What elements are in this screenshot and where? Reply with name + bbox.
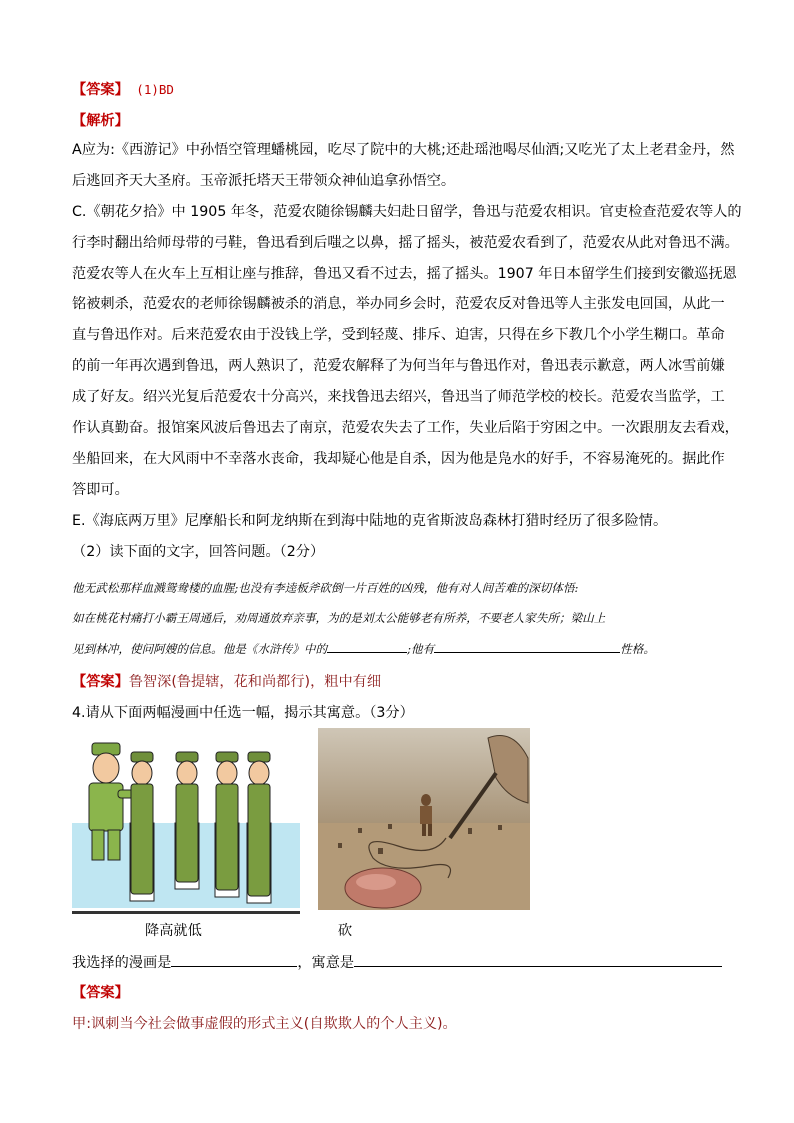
analysis-line: 答即可。 [72, 482, 129, 498]
passage-line-1: 他无武松那样血溅鸳鸯楼的血腥;也没有李逵板斧砍倒一片百姓的凶残，他有对人间苦难的深切体悟: [72, 581, 579, 595]
choose-label: 我选择的漫画是 [72, 955, 172, 971]
cartoon-right-image [318, 728, 530, 910]
analysis-line: A应为:《西游记》中孙悟空管理蟠桃园，吃尽了院中的大桃;还赴瑶池喝尽仙酒;又吃光了太上老君金丹，然 [72, 142, 735, 158]
answer-2-text: 鲁智深(鲁提辖，花和尚都行)，粗中有细 [128, 674, 382, 690]
blank-cartoon-choice[interactable] [171, 952, 297, 967]
answer-tag: 【答案】 [72, 674, 129, 690]
analysis-line: 行李时翻出给师母带的弓鞋，鲁迅看到后嗤之以鼻，摇了摇头，被范爱农看到了，范爱农从此对鲁迅不满。 [72, 235, 739, 251]
analysis-line: 作认真勤奋。报馆案风波后鲁迅去了南京，范爱农失去了工作，失业后陷于穷困之中。一次跟朋友去看戏， [72, 420, 739, 436]
blank-name[interactable] [327, 638, 407, 653]
analysis-line: 坐船回来，在大风雨中不幸落水丧命，我却疑心他是自杀，因为他是凫水的好手，不容易淹死的。据此作 [72, 451, 725, 467]
analysis-line: 后逃回齐天大圣府。玉帝派托塔天王带领众神仙追拿孙悟空。 [72, 173, 456, 189]
blank-meaning[interactable] [354, 952, 722, 967]
caption-right: 砍 [338, 923, 353, 939]
question-2: （2）读下面的文字，回答问题。（2分） [72, 544, 325, 560]
answer-1-text: (1)BD [128, 82, 174, 97]
passage-line-3 [72, 638, 655, 659]
analysis-line: 铭被刺杀，范爱农的老师徐锡麟被杀的消息，举办同乡会时，范爱农反对鲁迅等人主张发电回国，从此一 [72, 296, 725, 312]
passage-line-3-b: ;他有 [407, 642, 435, 656]
blank-trait[interactable] [434, 638, 620, 653]
answer-3-text: 甲:讽刺当今社会做事虚假的形式主义(自欺欺人的个人主义)。 [72, 1016, 457, 1032]
answer-1 [72, 80, 174, 100]
answer-3-tag: 【答案】 [72, 985, 129, 1001]
cartoon-left [72, 728, 302, 916]
passage-line-3-c: 性格。 [620, 642, 655, 656]
analysis-line: 范爱农等人在火车上互相让座与推辞，鲁迅又看不过去，摇了摇头。1907 年日本留学生们接到安徽巡抚恩 [72, 266, 737, 282]
cartoon-left-image [72, 728, 302, 916]
analysis-label: 【解析】 [72, 113, 129, 129]
analysis-line: C.《朝花夕拾》中 1905 年冬，范爱农随徐锡麟夫妇赴日留学，鲁迅与范爱农相识。官吏检查范爱农等人的 [72, 204, 742, 220]
analysis-line: 成了好友。绍兴光复后范爱农十分高兴，来找鲁迅去绍兴，鲁迅当了师范学校的校长。范爱农当监学，工 [72, 389, 725, 405]
answer-2 [72, 672, 381, 692]
analysis-line: E.《海底两万里》尼摩船长和阿龙纳斯在到海中陆地的克省斯波岛森林打猎时经历了很多险情。 [72, 513, 668, 529]
question-4: 4.请从下面两幅漫画中任选一幅，揭示其寓意。（3分） [72, 705, 414, 721]
choose-line [72, 952, 722, 973]
meaning-label: ，寓意是 [297, 955, 355, 971]
analysis-line: 的前一年再次遇到鲁迅，两人熟识了，范爱农解释了为何当年与鲁迅作对，鲁迅表示歉意，两人冰雪前嫌 [72, 358, 725, 374]
cartoon-right [318, 728, 530, 910]
passage-line-3-a: 见到林冲，使问阿嫂的信息。他是《水浒传》中的 [72, 642, 328, 656]
answer-tag: 【答案】 [72, 82, 129, 98]
analysis-line: 直与鲁迅作对。后来范爱农由于没钱上学，受到轻蔑、排斥、迫害，只得在乡下教几个小学生糊口。革命 [72, 327, 725, 343]
caption-left: 降高就低 [145, 923, 202, 939]
passage-line-2: 如在桃花村痛打小霸王周通后，劝周通放弃亲事，为的是刘太公能够老有所养，不要老人家失所；梁山上 [72, 611, 606, 625]
